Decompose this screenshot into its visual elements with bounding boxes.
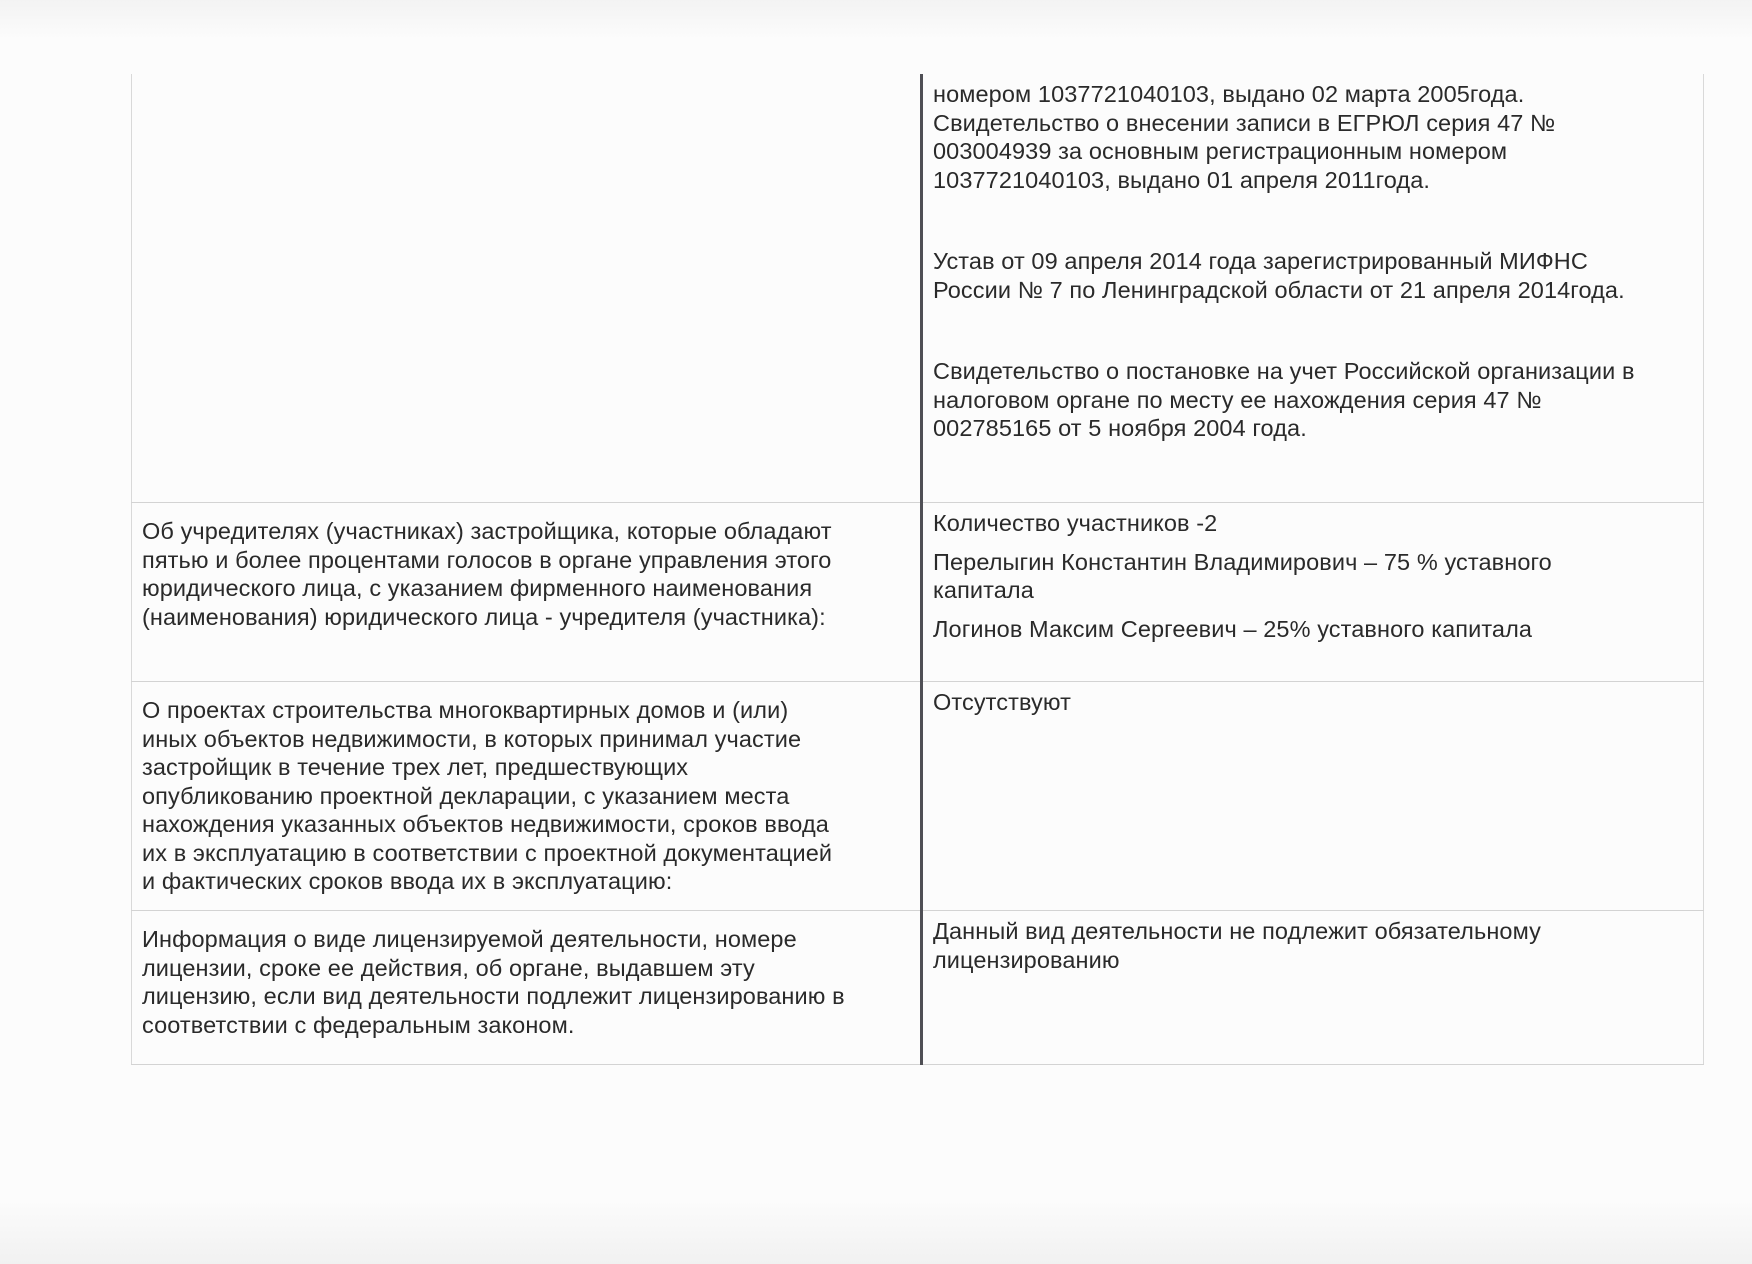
text-line: 003004939 за основным регистрационным номером xyxy=(933,138,1508,164)
text-line: России № 7 по Ленинградской области от 21 апреля 2014года. xyxy=(933,276,1625,303)
table-row xyxy=(132,503,1704,682)
row-value-cell xyxy=(922,682,1704,911)
row-label-cell xyxy=(132,682,922,911)
text-line: 002785165 от 5 ноября 2004 года. xyxy=(933,415,1307,441)
text-line: нахождения указанных объектов недвижимости, сроков ввода xyxy=(142,811,829,837)
text-line: застройщик в течение трех лет, предшествующих xyxy=(142,754,689,780)
text-line: Отсутствуют xyxy=(933,689,1071,715)
table-row xyxy=(132,682,1704,911)
text-line: опубликованию проектной декларации, с указанием места xyxy=(142,782,790,809)
founder-entry xyxy=(933,615,1693,644)
tax-registration-paragraph xyxy=(933,357,1693,443)
text-line: налоговом органе по месту ее нахождения серия 47 № xyxy=(933,386,1542,413)
egrul-certificate-paragraph xyxy=(933,80,1693,194)
table-row xyxy=(132,911,1704,1065)
row-value-cell xyxy=(922,74,1704,503)
text-line: Данный вид деятельности не подлежит обязательному xyxy=(933,918,1541,944)
row-label-cell xyxy=(132,74,922,503)
text-line: (наименования) юридического лица - учредителя (участника): xyxy=(142,603,826,630)
text-line: и фактических сроков ввода их в эксплуатацию: xyxy=(142,868,673,894)
text-line: О проектах строительства многоквартирных домов и (или) xyxy=(142,697,789,723)
text-line: лицензии, сроке ее действия, об органе, выдавшем эту xyxy=(142,954,755,981)
text-line: Устав от 09 апреля 2014 года зарегистрированный МИФНС xyxy=(933,248,1588,274)
text-line: капитала xyxy=(933,577,1034,603)
table-row xyxy=(132,74,1704,503)
text-line: Логинов Максим Сергеевич – 25% уставного капитала xyxy=(933,615,1533,642)
text-line: пятью и более процентами голосов в органе управления этого xyxy=(142,546,832,573)
text-line: Информация о виде лицензируемой деятельности, номере xyxy=(142,926,797,952)
text-line: 1037721040103, выдано 01 апреля 2011года. xyxy=(933,166,1431,193)
row-label-cell xyxy=(132,911,922,1065)
text-line: Перелыгин Константин Владимирович – 75 % уставного xyxy=(933,548,1552,575)
participants-count xyxy=(933,509,1693,538)
text-line: иных объектов недвижимости, в которых принимал участие xyxy=(142,725,802,752)
text-line: юридического лица, с указанием фирменного наименования xyxy=(142,575,813,601)
text-line: их в эксплуатацию в соответствии с проектной документацией xyxy=(142,839,833,866)
founder-entry xyxy=(933,548,1693,605)
text-line: Свидетельство о постановке на учет Российской организации в xyxy=(933,358,1635,384)
text-line: лицензированию xyxy=(933,946,1120,973)
text-line: соответствии с федеральным законом. xyxy=(142,1011,575,1038)
charter-paragraph xyxy=(933,247,1693,304)
text-line: номером 1037721040103, выдано 02 марта 2005года. xyxy=(933,81,1525,107)
text-line: Свидетельство о внесении записи в ЕГРЮЛ серия 47 № xyxy=(933,109,1556,136)
text-line: Об учредителях (участниках) застройщика, которые обладают xyxy=(142,518,832,544)
row-label-cell xyxy=(132,503,922,682)
declaration-table xyxy=(131,74,1704,1065)
text-line: Количество участников -2 xyxy=(933,510,1218,536)
row-value-cell xyxy=(922,911,1704,1065)
row-value-cell xyxy=(922,503,1704,682)
text-line: лицензию, если вид деятельности подлежит лицензированию в xyxy=(142,983,845,1009)
